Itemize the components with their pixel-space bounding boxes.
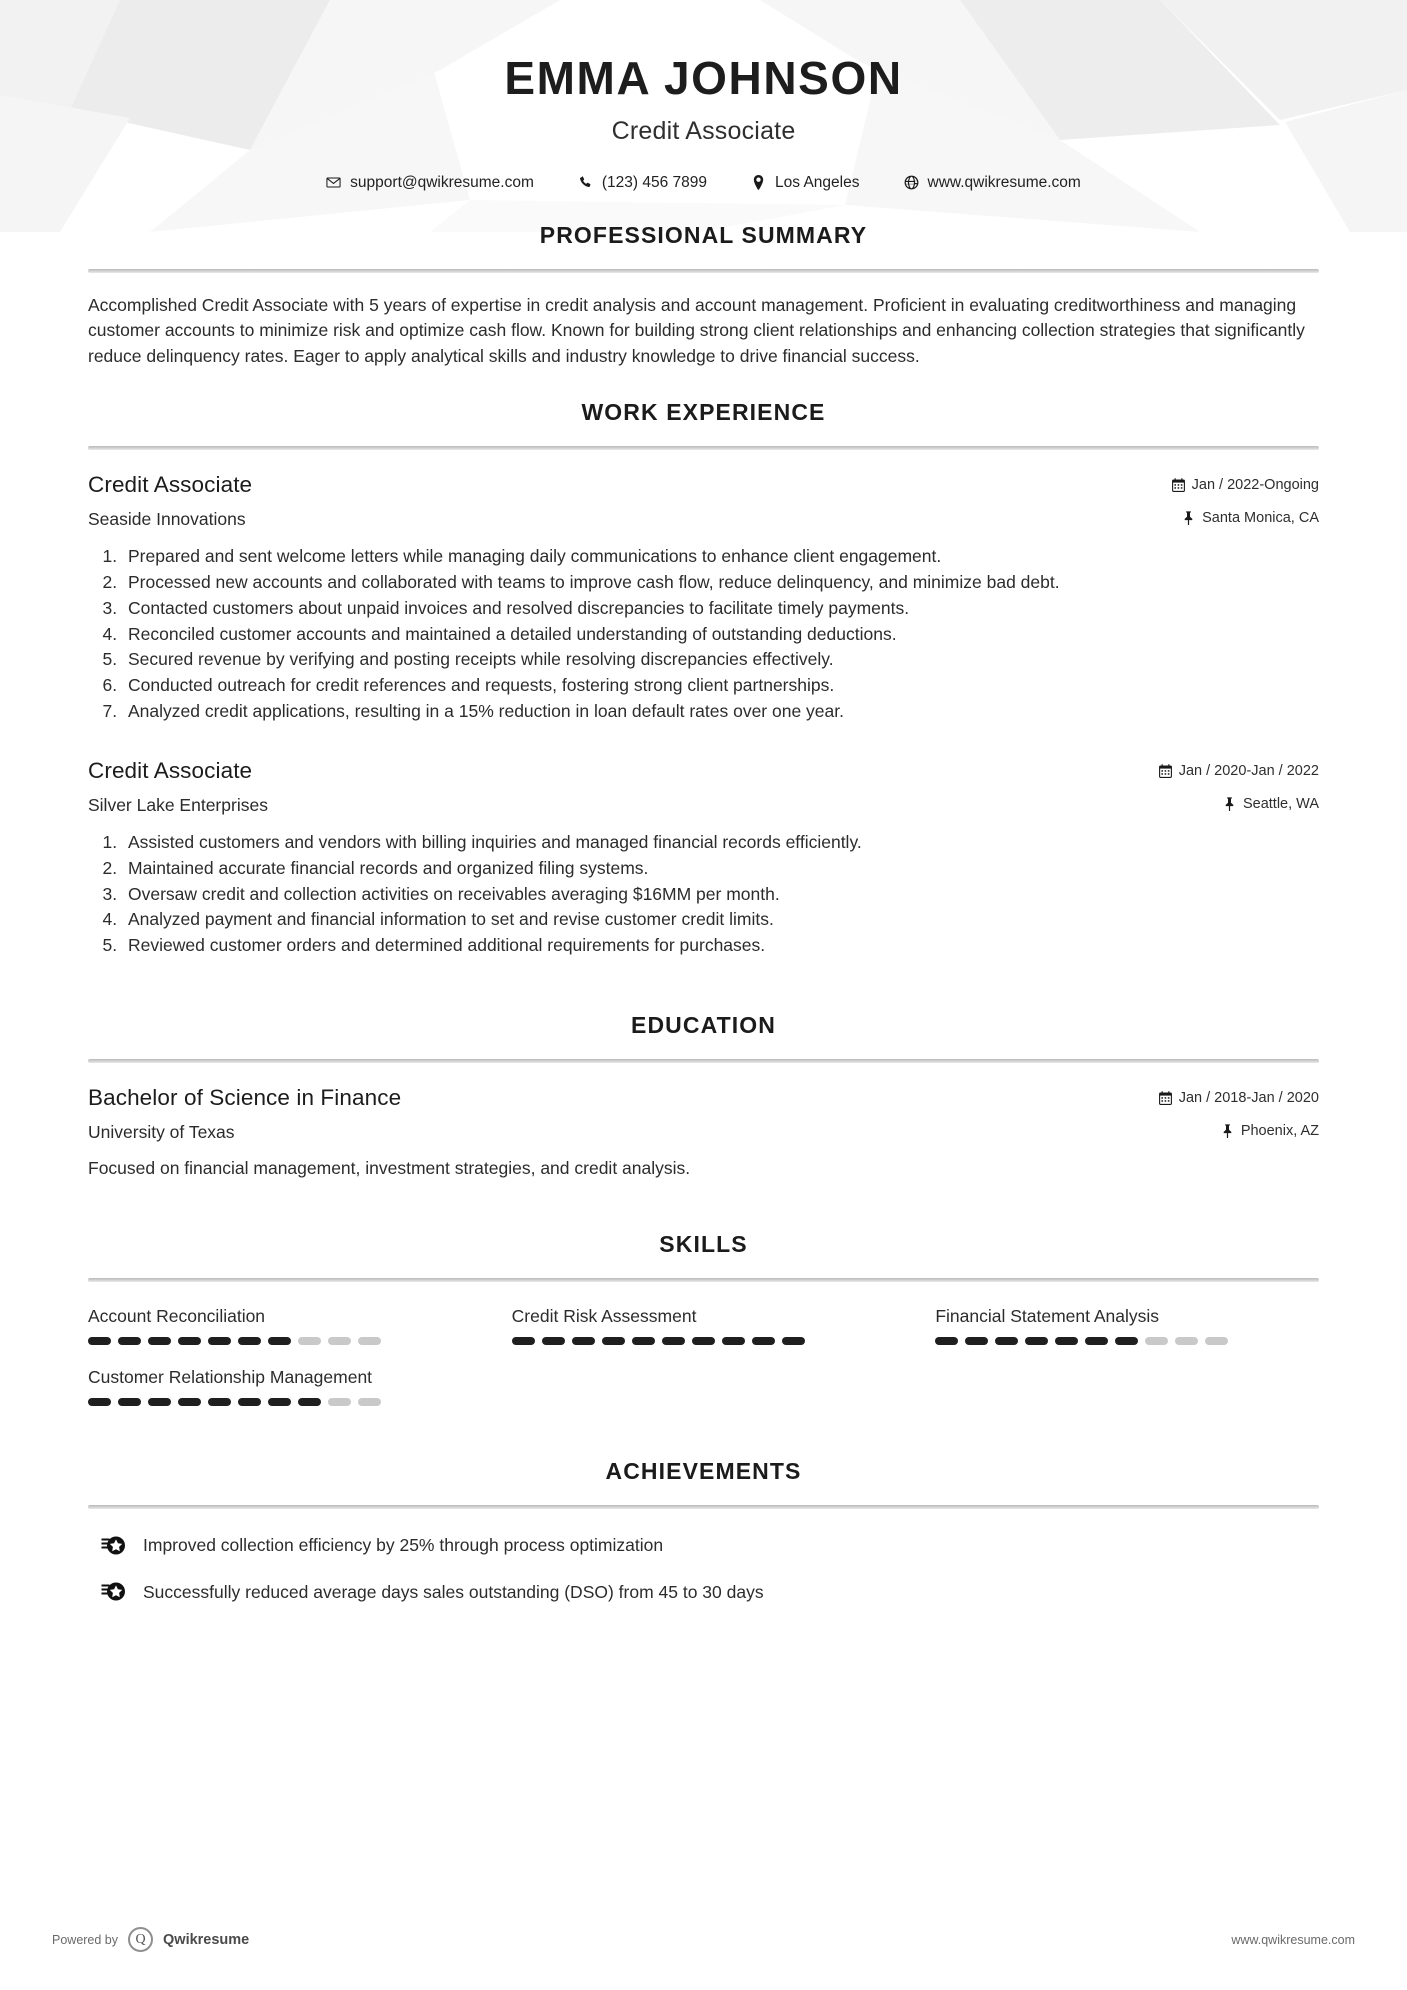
skill-level-segment	[148, 1398, 171, 1406]
job-date-text: Jan / 2022-Ongoing	[1191, 477, 1319, 494]
star-badge-icon	[100, 1535, 126, 1557]
job-bullet: 2. Maintained accurate financial records and organized filing systems.	[122, 856, 1319, 881]
job-bullet: 5. Reviewed customer orders and determined additional requirements for purchases.	[122, 933, 1319, 958]
section-divider	[88, 1059, 1319, 1063]
education-date-text: Jan / 2018-Jan / 2020	[1178, 1090, 1319, 1107]
experience-entry	[88, 758, 1319, 958]
section-achievements	[88, 1458, 1319, 1604]
calendar-icon	[1159, 763, 1172, 778]
education-entry-sub	[88, 1122, 1319, 1143]
skill-level-segment	[722, 1337, 745, 1345]
skill-label: Credit Risk Assessment	[511, 1305, 697, 1326]
skill-level-segment	[935, 1337, 958, 1345]
job-bullet: 6. Conducted outreach for credit references and requests, fostering strong client partnerships.	[122, 673, 1319, 698]
skill-level-segment	[1145, 1337, 1168, 1345]
job-location	[1223, 796, 1319, 812]
qwikresume-logo-icon: Q	[128, 1927, 153, 1952]
pushpin-icon	[1221, 1124, 1234, 1139]
achievement-item	[88, 1533, 1319, 1558]
achievement-item	[88, 1580, 1319, 1605]
job-location-text: Santa Monica, CA	[1202, 510, 1319, 527]
section-skills	[88, 1231, 1319, 1422]
skill-label: Account Reconciliation	[88, 1305, 266, 1326]
skill-level-segment	[208, 1337, 231, 1345]
skill-level-segment	[118, 1337, 141, 1345]
job-bullet: 5. Secured revenue by verifying and posting receipts while resolving discrepancies effectively.	[122, 647, 1319, 672]
skill-level-segment	[1115, 1337, 1138, 1345]
contact-phone[interactable]	[556, 174, 729, 192]
skill-level-segment	[1085, 1337, 1108, 1345]
education-description: Focused on financial management, investment strategies, and credit analysis.	[88, 1158, 691, 1179]
phone-icon	[578, 175, 593, 190]
skill-item	[88, 1365, 472, 1422]
job-bullet: 7. Analyzed credit applications, resulting in a 15% reduction in loan default rates over one year.	[122, 699, 1319, 724]
skill-label: Financial Statement Analysis	[935, 1305, 1160, 1326]
skill-level-segment	[178, 1398, 201, 1406]
contact-phone-text: (123) 456 7899	[601, 173, 708, 191]
page-footer	[0, 1927, 1407, 1952]
achievement-list	[88, 1533, 1319, 1604]
skill-item	[88, 1304, 472, 1361]
contact-location-text: Los Angeles	[775, 173, 860, 191]
envelope-icon	[326, 175, 341, 190]
section-divider	[88, 1278, 1319, 1282]
company-name: Seaside Innovations	[88, 509, 246, 530]
globe-icon	[904, 175, 919, 190]
skill-level-segment	[1175, 1337, 1198, 1345]
achievement-text: Improved collection efficiency by 25% through process optimization	[143, 1535, 664, 1556]
job-bullet: 4. Analyzed payment and financial information to set and revise customer credit limits.	[122, 907, 1319, 932]
section-divider	[88, 269, 1319, 273]
section-title-experience: WORK EXPERIENCE	[581, 399, 826, 426]
skill-level-segment	[358, 1398, 381, 1406]
job-date	[1172, 477, 1319, 493]
contact-website[interactable]	[882, 174, 1103, 192]
school-name: University of Texas	[88, 1122, 235, 1143]
job-bullet: 4. Reconciled customer accounts and maintained a detailed understanding of outstanding deductions.	[122, 622, 1319, 647]
skill-level-segment	[88, 1398, 111, 1406]
contact-row	[88, 174, 1319, 192]
section-work-experience	[88, 399, 1319, 958]
company-name: Silver Lake Enterprises	[88, 794, 268, 815]
section-title-education: EDUCATION	[631, 1012, 776, 1039]
job-bullet-list	[88, 830, 1319, 958]
skill-level-segment	[328, 1398, 351, 1406]
skill-level-segment	[298, 1398, 321, 1406]
skill-level-segment	[512, 1337, 535, 1345]
achievement-text: Successfully reduced average days sales outstanding (DSO) from 45 to 30 days	[143, 1581, 764, 1602]
job-title: Credit Associate	[88, 472, 253, 498]
skill-level-segment	[542, 1337, 565, 1345]
job-location	[1182, 510, 1319, 526]
education-location-text: Phoenix, AZ	[1240, 1123, 1319, 1140]
job-title: Credit Associate	[88, 757, 253, 783]
skill-level-segment	[692, 1337, 715, 1345]
contact-website-text: www.qwikresume.com	[927, 173, 1081, 191]
job-bullet: 1. Assisted customers and vendors with billing inquiries and managed financial records efficiently.	[122, 830, 1319, 855]
skill-level-segment	[782, 1337, 805, 1345]
experience-entry-sub	[88, 509, 1319, 530]
qwikresume-brand[interactable]	[52, 1927, 249, 1952]
skill-level-bar	[88, 1398, 472, 1406]
skill-level-segment	[208, 1398, 231, 1406]
candidate-role: Credit Associate	[611, 116, 796, 145]
skill-level-segment	[995, 1337, 1018, 1345]
job-bullet: 3. Oversaw credit and collection activities on receivables averaging $16MM per month.	[122, 882, 1319, 907]
pushpin-icon	[1223, 796, 1236, 811]
skill-item	[935, 1304, 1319, 1361]
job-bullet: 3. Contacted customers about unpaid invoices and resolved discrepancies to facilitate timely payments.	[122, 596, 1319, 621]
skill-level-segment	[328, 1337, 351, 1345]
skill-level-segment	[1055, 1337, 1078, 1345]
skill-level-segment	[662, 1337, 685, 1345]
skill-level-segment	[752, 1337, 775, 1345]
skill-label: Customer Relationship Management	[88, 1367, 373, 1388]
summary-paragraph: Accomplished Credit Associate with 5 years of expertise in credit analysis and account management. Proficient in evaluating creditworthiness and managing customer accounts to minimize risk and optimize cash flow. Known for building strong client relationships and enhancing collection strategies that significantly reduce delinquency rates. Eager to apply analytical skills and industry knowledge to drive financial success.	[88, 294, 1305, 366]
skill-level-segment	[268, 1337, 291, 1345]
education-entry	[88, 1085, 1319, 1181]
job-location-text: Seattle, WA	[1242, 795, 1319, 812]
experience-entry	[88, 472, 1319, 724]
skill-level-bar	[512, 1337, 896, 1345]
skill-level-segment	[358, 1337, 381, 1345]
star-badge-icon	[100, 1581, 126, 1603]
candidate-name: EMMA JOHNSON	[504, 52, 903, 104]
contact-email[interactable]	[304, 174, 556, 192]
skill-level-segment	[268, 1398, 291, 1406]
skill-level-segment	[965, 1337, 988, 1345]
education-location	[1221, 1123, 1319, 1139]
section-professional-summary	[88, 222, 1319, 369]
pushpin-icon	[1182, 511, 1195, 526]
skill-level-segment	[118, 1398, 141, 1406]
job-date	[1159, 763, 1319, 779]
education-date	[1159, 1090, 1319, 1106]
skill-level-segment	[298, 1337, 321, 1345]
skill-level-segment	[238, 1337, 261, 1345]
education-entry-head	[88, 1085, 1319, 1111]
section-title-summary: PROFESSIONAL SUMMARY	[539, 221, 868, 248]
experience-entry-head	[88, 472, 1319, 498]
skill-level-segment	[1025, 1337, 1048, 1345]
skill-level-bar	[935, 1337, 1319, 1345]
section-divider	[88, 1505, 1319, 1509]
contact-email-text: support@qwikresume.com	[350, 173, 534, 191]
calendar-icon	[1172, 478, 1185, 493]
experience-entry-head	[88, 758, 1319, 784]
job-bullet-list	[88, 544, 1319, 724]
experience-entry-sub	[88, 795, 1319, 816]
skill-level-segment	[1205, 1337, 1228, 1345]
section-title-skills: SKILLS	[659, 1230, 748, 1257]
resume-header	[88, 0, 1319, 192]
section-education	[88, 1012, 1319, 1181]
skill-level-segment	[88, 1337, 111, 1345]
footer-url[interactable]: www.qwikresume.com	[1231, 1932, 1355, 1947]
skill-level-segment	[602, 1337, 625, 1345]
skill-level-segment	[238, 1398, 261, 1406]
skill-level-segment	[178, 1337, 201, 1345]
skill-level-bar	[88, 1337, 472, 1345]
skill-level-segment	[632, 1337, 655, 1345]
skill-level-segment	[148, 1337, 171, 1345]
contact-location[interactable]	[729, 174, 881, 192]
job-date-text: Jan / 2020-Jan / 2022	[1178, 762, 1319, 779]
job-bullet: 2. Processed new accounts and collaborated with teams to improve cash flow, reduce delinquency, and minimize bad debt.	[122, 570, 1319, 595]
degree-title: Bachelor of Science in Finance	[88, 1085, 402, 1111]
powered-by-label: Powered by	[52, 1932, 119, 1947]
job-bullet: 1. Prepared and sent welcome letters while managing daily communications to enhance client engagement.	[122, 544, 1319, 569]
section-divider	[88, 446, 1319, 450]
brand-name: Qwikresume	[163, 1931, 250, 1948]
section-title-achievements: ACHIEVEMENTS	[605, 1458, 802, 1485]
skills-grid	[88, 1304, 1319, 1422]
skill-item	[512, 1304, 896, 1361]
calendar-icon	[1159, 1091, 1172, 1106]
map-pin-icon	[751, 175, 766, 190]
skill-level-segment	[572, 1337, 595, 1345]
